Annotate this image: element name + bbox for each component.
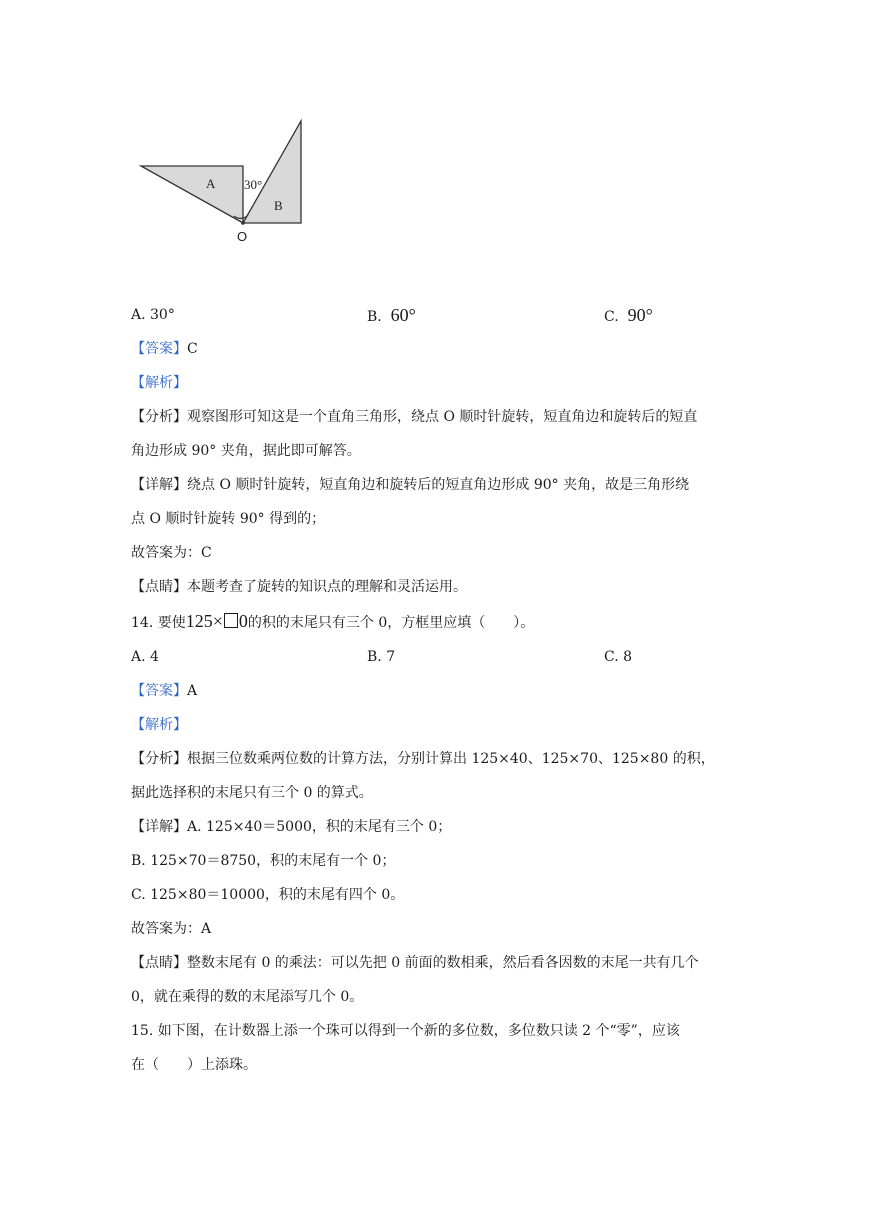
q13-fenxi-line-1: 【分析】观察图形可知这是一个直角三角形，绕点 O 顺时针旋转，短直角边和旋转后的短直 [131, 409, 698, 425]
q15-stem-line-2: 在（ ）上添珠。 [131, 1057, 257, 1073]
q13-option-a: A. 30° [131, 307, 175, 323]
q14-xiangjie-line-2: B. 125×70＝8750，积的末尾有一个 0； [131, 853, 396, 869]
blank-box [224, 613, 238, 628]
label-o: O [237, 229, 248, 244]
q14-analysis-heading: 【解析】 [131, 717, 187, 733]
label-a: A [206, 176, 216, 191]
q13-option-b: B. 60° [367, 305, 416, 325]
q14-final-answer: 故答案为：A [131, 921, 212, 937]
q13-fenxi-line-2: 角边形成 90° 夹角，据此即可解答。 [131, 443, 361, 459]
q14-dianjing-line-1: 【点睛】整数末尾有 0 的乘法：可以先把 0 前面的数相乘，然后看各因数的末尾一共有几个 [131, 955, 699, 971]
label-b: B [274, 198, 283, 213]
q14-option-a: A. 4 [131, 649, 159, 665]
q13-answer: 【答案】C [131, 341, 198, 357]
q14-fenxi-line-1: 【分析】根据三位数乘两位数的计算方法，分别计算出 125×40、125×70、125×80 的积， [131, 751, 715, 767]
q14-option-c: C. 8 [604, 649, 633, 665]
q14-dianjing-line-2: 0，就在乘得的数的末尾添写几个 0。 [131, 989, 364, 1005]
q14-option-b: B. 7 [367, 649, 396, 665]
q15-stem-line-1: 15. 如下图，在计数器上添一个珠可以得到一个新的多位数，多位数只读 2 个“零”，应该 [131, 1023, 680, 1039]
q14-xiangjie-line-3: C. 125×80＝10000，积的末尾有四个 0。 [131, 887, 405, 903]
q13-xiangjie-line-2: 点 O 顺时针旋转 90° 得到的； [131, 511, 326, 527]
triangle-a [141, 166, 243, 223]
triangle-rotation-figure [130, 112, 320, 247]
q14-stem: 14. 要使125× 0的积的末尾只有三个 0，方框里应填（ ）。 [131, 611, 535, 631]
q13-dianjing: 【点睛】本题考查了旋转的知识点的理解和灵活运用。 [131, 579, 467, 595]
q14-xiangjie-line-1: 【详解】A. 125×40＝5000，积的末尾有三个 0； [131, 819, 452, 835]
label-angle: 30° [244, 177, 263, 192]
q13-final-answer: 故答案为：C [131, 545, 212, 561]
q13-option-c: C. 90° [604, 305, 653, 325]
q13-xiangjie-line-1: 【详解】绕点 O 顺时针旋转，短直角边和旋转后的短直角边形成 90° 夹角，故是三角形绕 [131, 477, 690, 493]
q14-answer: 【答案】A [131, 683, 198, 699]
q14-fenxi-line-2: 据此选择积的末尾只有三个 0 的算式。 [131, 785, 373, 801]
q13-analysis-heading: 【解析】 [131, 375, 187, 391]
point-o-dot [241, 221, 245, 225]
triangle-b [243, 121, 301, 223]
